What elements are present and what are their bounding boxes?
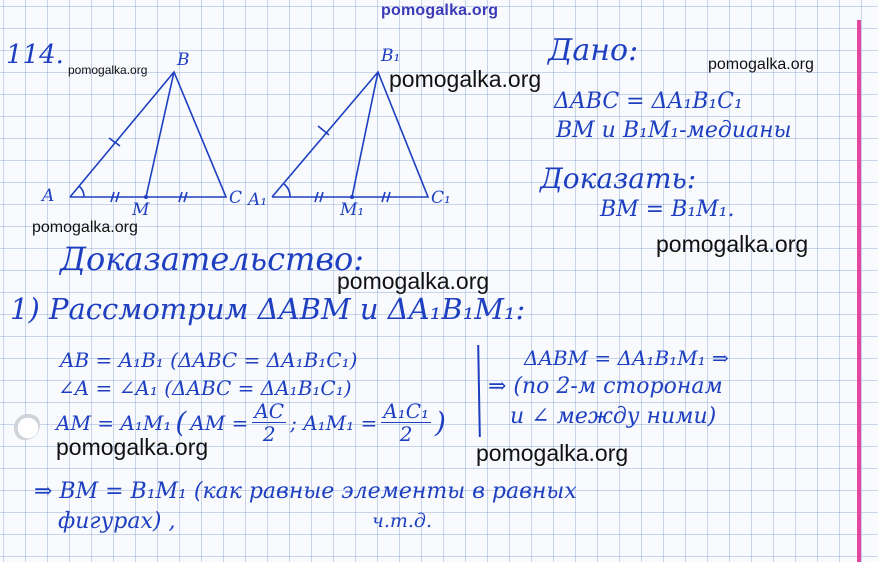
point-c: C [229,188,243,208]
point-a: A [42,186,55,206]
watermark: pomogalka.org [476,440,629,466]
proof-step-1: 1) Рассмотрим ΔABM и ΔA₁B₁M₁: [10,292,526,326]
eq3-mid: ; A₁M₁ = [290,410,378,435]
watermark: pomogalka.org [68,63,148,77]
prove-line-1: BM = B₁M₁. [600,197,735,222]
proof-eq-3: AM = A₁M₁ ( AM = $\frac{AC}{2}$ ; A₁M₁ = $\frac{\text{A₁C₁}}{2}$ ) [56,399,446,446]
point-b1: B₁ [381,46,401,66]
watermark: pomogalka.org [708,56,814,73]
point-m: M [132,200,150,220]
watermark: pomogalka.org [32,219,138,236]
given-heading: Дано: [548,33,639,68]
eq3-paren1: AM = [190,410,249,435]
qed-mark: ч.т.д. [372,510,432,532]
result-line-2: ⇒ (по 2-м сторонам [488,374,723,399]
problem-number: 114. [6,40,64,70]
watermark: pomogalka.org [389,66,542,92]
proof-heading: Доказательство: [60,240,365,278]
watermark: pomogalka.org [656,231,809,257]
watermark-top: pomogalka.org [381,2,499,19]
eq3-frac2-den: 2 [399,422,413,446]
result-line-3: и ∠ между ними) [510,404,717,429]
conclusion-line-2: фигурах) , [58,509,176,534]
point-b: B [177,50,190,70]
eq3-fraction-1 [252,400,286,445]
eq3-frac2-num: A₁C₁ [383,399,430,423]
prove-heading: Доказать: [540,162,697,195]
given-line-1: ΔABC = ΔA₁B₁C₁ [554,89,743,114]
triangle-abc [70,72,226,197]
median-b1m1 [352,72,378,197]
proof-eq-1: AB = A₁B₁ (ΔABC = ΔA₁B₁C₁) [60,348,358,372]
point-a1: A₁ [248,190,268,210]
point-m1: M₁ [340,200,365,220]
angle-a-mark [79,186,84,197]
eq3-frac1-num: AC [254,399,285,423]
watermark: pomogalka.org [56,434,209,460]
watermark: pomogalka.org [337,268,490,294]
angle-a1-mark [284,184,290,197]
result-line-1: ΔABM = ΔA₁B₁M₁ ⇒ [524,346,729,370]
proof-eq-2: ∠A = ∠A₁ (ΔABC = ΔA₁B₁C₁) [58,376,352,400]
eq3-frac1-den: 2 [262,422,276,446]
page-curl-decoration [10,410,40,440]
median-bm [146,72,174,197]
eq3-left: AM = A₁M₁ [56,410,172,435]
given-line-2: BM и B₁M₁-медианы [556,118,792,143]
point-c1: C₁ [431,188,451,208]
eq3-fraction-2 [381,400,431,445]
conclusion-line-1: ⇒ BM = B₁M₁ (как равные элементы в равных [34,479,577,504]
